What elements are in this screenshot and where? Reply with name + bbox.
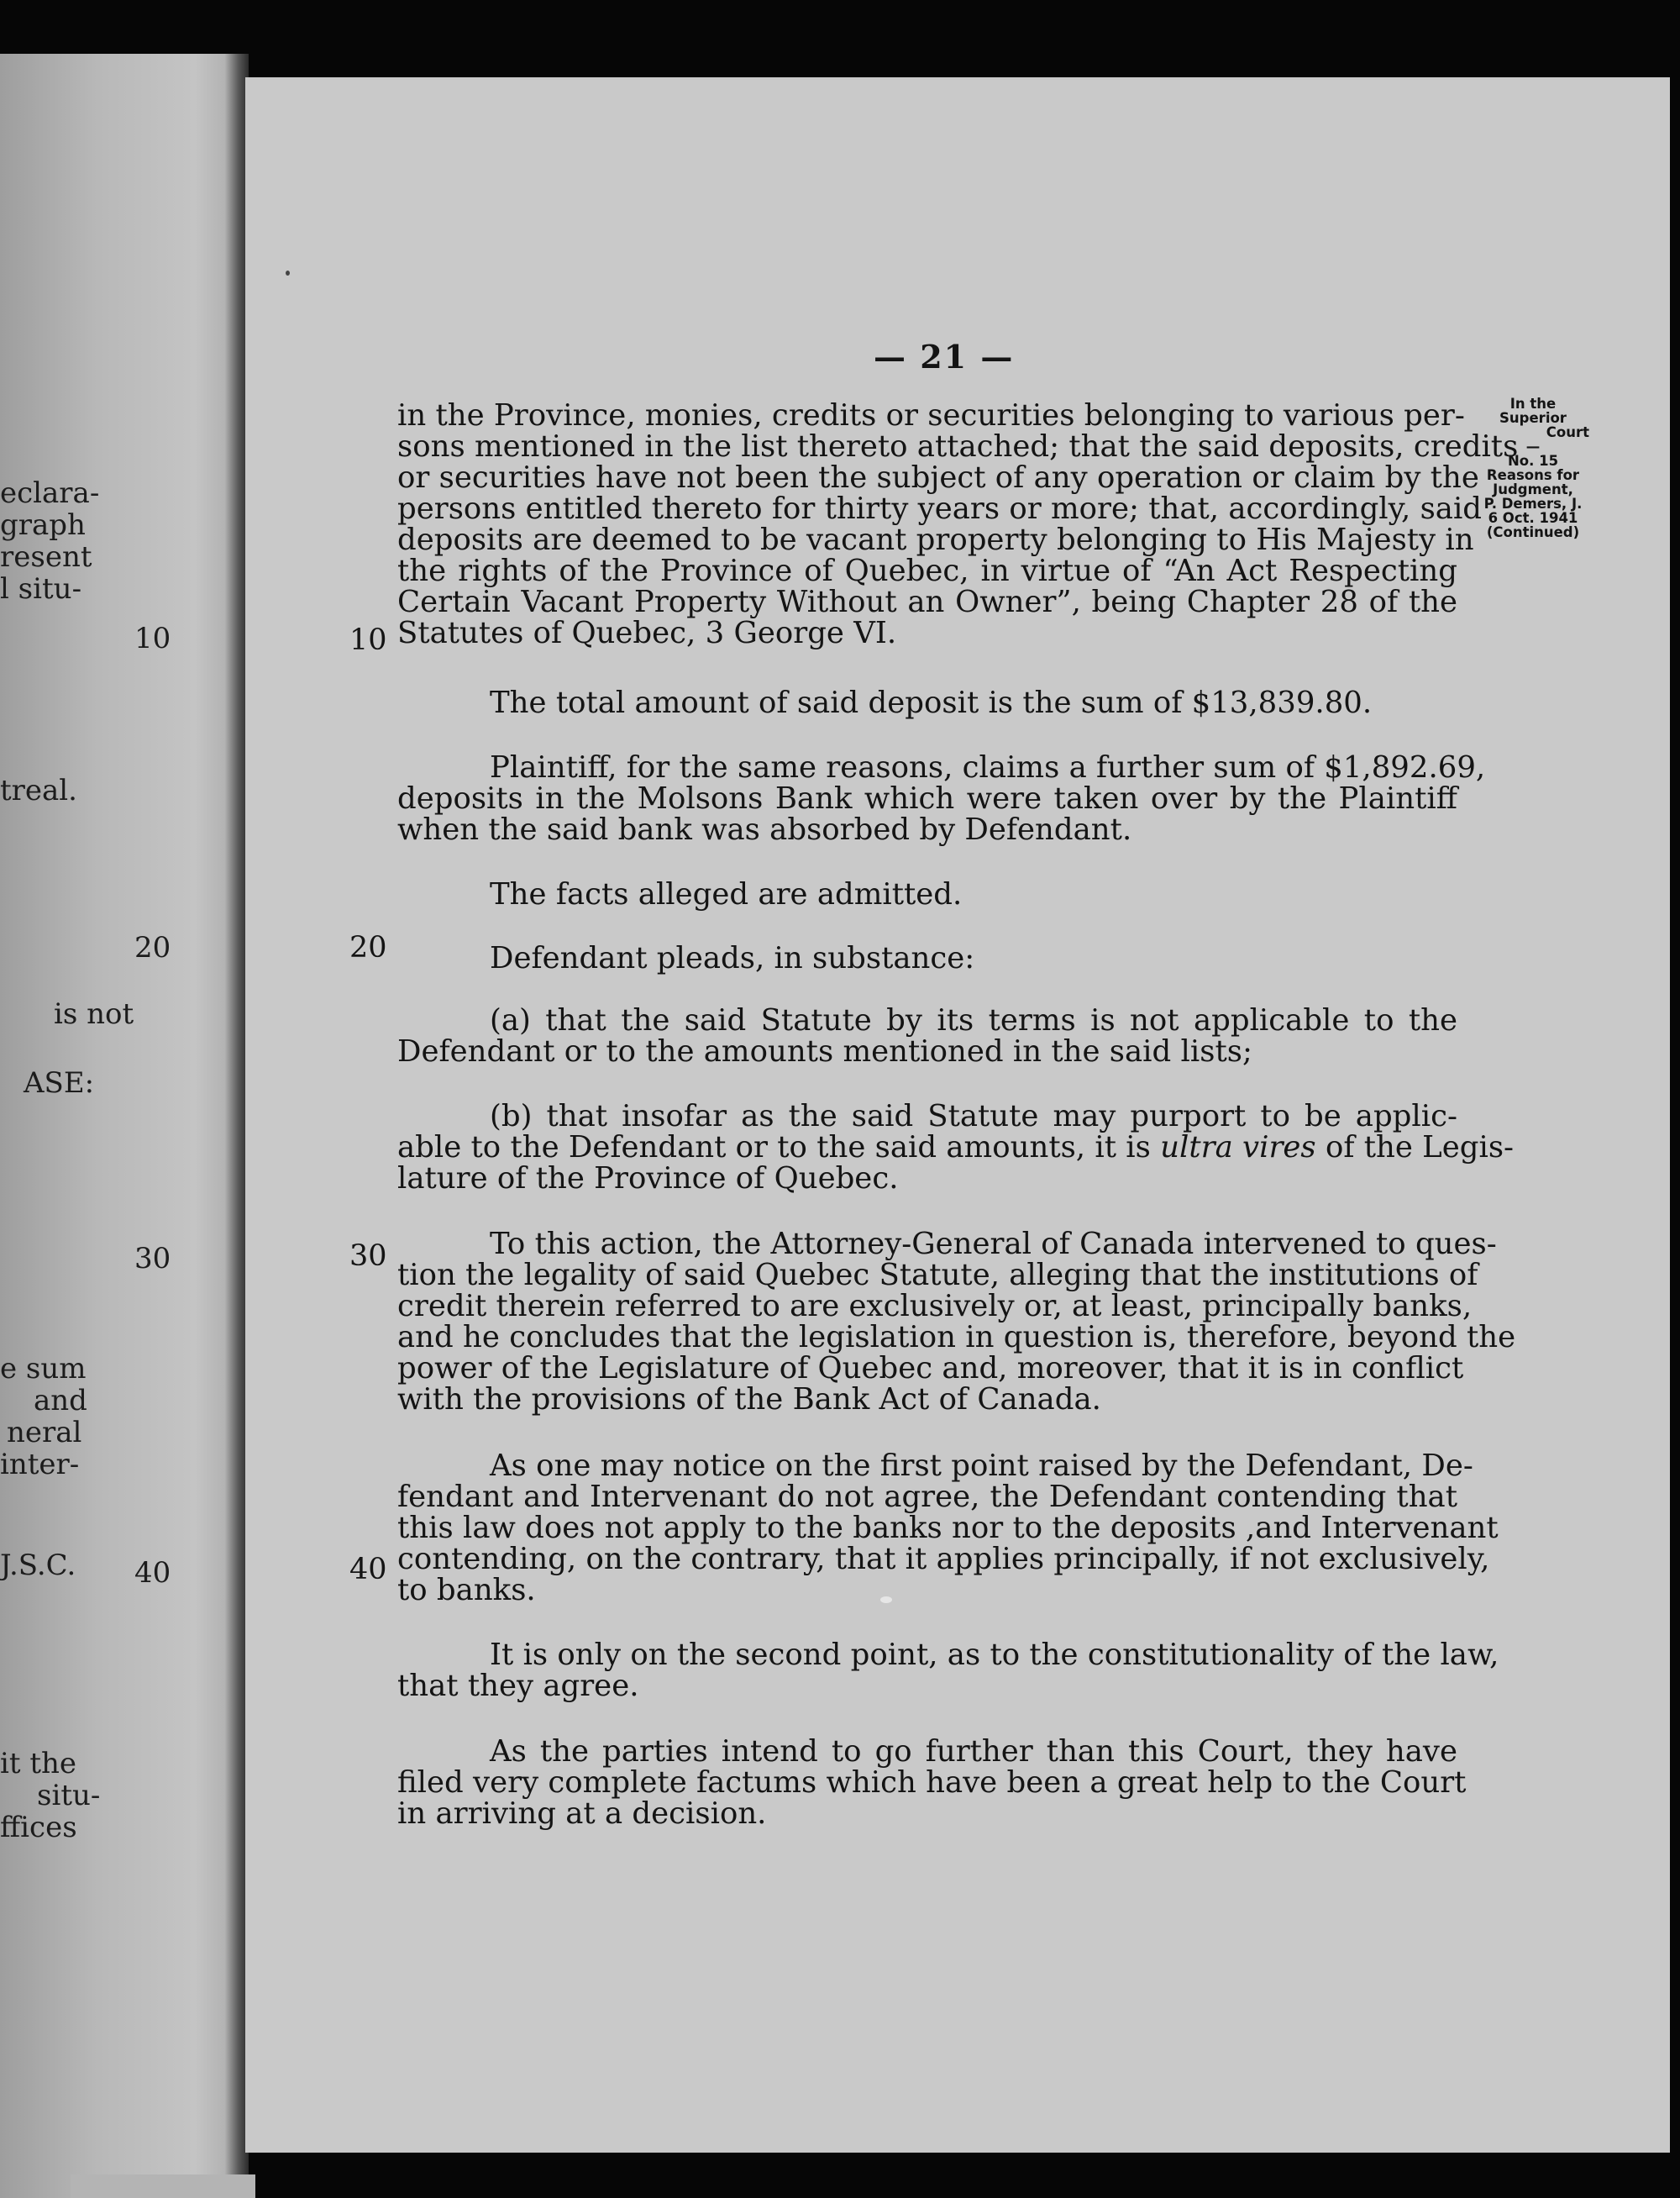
side-note-line: — <box>1525 439 1541 455</box>
body-text-line: with the provisions of the Bank Act of Canada. <box>397 1382 1101 1417</box>
facing-page-fragment: treal. <box>0 774 77 807</box>
margin-line-number: 30 <box>349 1239 387 1273</box>
body-text-line: Defendant or to the amounts mentioned in the said lists; <box>397 1034 1252 1069</box>
facing-page-fragment: e sum <box>0 1352 87 1386</box>
body-text-line: contending, on the contrary, that it applies principally, if not exclusively, <box>397 1542 1490 1576</box>
body-text-line: It is only on the second point, as to the constitutionality of the law, <box>490 1638 1499 1672</box>
page-edge <box>71 2174 255 2198</box>
side-note-line: Superior <box>1499 410 1567 426</box>
body-text-line: that they agree. <box>397 1669 639 1703</box>
body-text-line: As one may notice on the first point raised by the Defendant, De- <box>490 1449 1473 1483</box>
facing-page-fragment: situ- <box>37 1779 101 1812</box>
facing-page-fragment: resent <box>0 540 92 574</box>
margin-line-number: 10 <box>349 623 387 657</box>
body-text-line: or securities have not been the subject of any operation or claim by the <box>397 460 1479 495</box>
margin-line-number: 40 <box>349 1553 387 1586</box>
body-text-line: The facts alleged are admitted. <box>490 877 963 912</box>
side-note-line: P. Demers, J. <box>1483 496 1583 512</box>
facing-page-fragment: ffices <box>0 1811 77 1844</box>
body-text-line: fendant and Intervenant do not agree, the Defendant contending that <box>397 1480 1457 1514</box>
body-text-line: Plaintiff, for the same reasons, claims a further sum of $1,892.69, <box>490 750 1486 785</box>
body-text-line: power of the Legislature of Quebec and, moreover, that it is in conflict <box>397 1351 1464 1386</box>
facing-page <box>0 54 244 2198</box>
italic-phrase: ultra vires <box>1160 1130 1316 1165</box>
side-note-line: In the <box>1509 396 1557 412</box>
side-note-line: No. 15 <box>1507 453 1559 469</box>
print-speck <box>880 1596 892 1603</box>
facing-page-fragment: inter- <box>0 1448 80 1481</box>
side-note-line: Reasons for <box>1486 467 1580 483</box>
body-text-line: deposits in the Molsons Bank which were taken over by the Plaintiff <box>397 781 1457 816</box>
body-text-line: As the parties intend to go further than this Court, they have <box>490 1734 1457 1769</box>
body-text-line: and he concludes that the legislation in question is, therefore, beyond the <box>397 1320 1516 1354</box>
side-note-line: Court <box>1546 424 1589 440</box>
body-text-line: in arriving at a decision. <box>397 1796 767 1831</box>
body-text-line: Certain Vacant Property Without an Owner”, being Chapter 28 of the <box>397 585 1457 619</box>
facing-page-fragment: and <box>34 1384 87 1417</box>
body-text-line: sons mentioned in the list thereto attached; that the said deposits, credits <box>397 429 1519 464</box>
facing-page-line-number: 30 <box>134 1242 171 1275</box>
facing-page-fragment: neral <box>7 1416 82 1449</box>
body-text-line: credit therein referred to are exclusively or, at least, principally banks, <box>397 1289 1473 1323</box>
body-text-line: able to the Defendant or to the said amounts, it is ultra vires of the Legis- <box>397 1130 1515 1165</box>
body-text-line: when the said bank was absorbed by Defendant. <box>397 812 1132 847</box>
side-note <box>1470 397 1596 539</box>
side-note-line: Judgment, <box>1493 481 1573 497</box>
body-text-line: tion the legality of said Quebec Statute, alleging that the institutions of <box>397 1258 1478 1292</box>
body-text-line: this law does not apply to the banks nor to the deposits ,and Intervenant <box>397 1511 1499 1545</box>
facing-page-fragment: ASE: <box>24 1066 95 1100</box>
body-text-line: Statutes of Quebec, 3 George VI. <box>397 616 897 650</box>
body-text-line: to banks. <box>397 1573 536 1607</box>
body-text-line: in the Province, monies, credits or securities belonging to various per- <box>397 398 1465 433</box>
page-number: — 21 — <box>874 338 1015 376</box>
facing-page-fragment: is not <box>54 997 134 1031</box>
body-text-line: Defendant pleads, in substance: <box>490 941 975 975</box>
body-text-line: deposits are deemed to be vacant property belonging to His Majesty in <box>397 523 1474 557</box>
side-note-line: (Continued) <box>1486 524 1580 540</box>
facing-page-fragment: l situ- <box>0 572 82 606</box>
body-text-line: To this action, the Attorney-General of Canada intervened to ques- <box>490 1227 1497 1261</box>
facing-page-line-number: 10 <box>134 622 171 655</box>
facing-page-line-number: 40 <box>134 1556 171 1590</box>
body-text-line: (b) that insofar as the said Statute may purport to be applic- <box>490 1099 1457 1133</box>
body-text-line: the rights of the Province of Quebec, in virtue of “An Act Respecting <box>397 554 1457 588</box>
body-text-line: lature of the Province of Quebec. <box>397 1161 899 1196</box>
print-speck <box>286 271 290 276</box>
body-text-line: The total amount of said deposit is the sum of $13,839.80. <box>490 686 1373 720</box>
facing-page-fragment: it the <box>0 1747 77 1780</box>
margin-line-number: 20 <box>349 931 387 965</box>
body-text-line: (a) that the said Statute by its terms is not applicable to the <box>490 1003 1457 1038</box>
facing-page-fragment: graph <box>0 508 86 542</box>
facing-page-line-number: 20 <box>134 931 171 965</box>
body-text-line: filed very complete factums which have been a great help to the Court <box>397 1765 1467 1800</box>
side-note-line: 6 Oct. 1941 <box>1488 510 1578 526</box>
facing-page-fragment: J.S.C. <box>0 1549 76 1582</box>
body-text-line: persons entitled thereto for thirty years or more; that, accordingly, said <box>397 492 1483 526</box>
facing-page-fragment: eclara- <box>0 476 100 510</box>
